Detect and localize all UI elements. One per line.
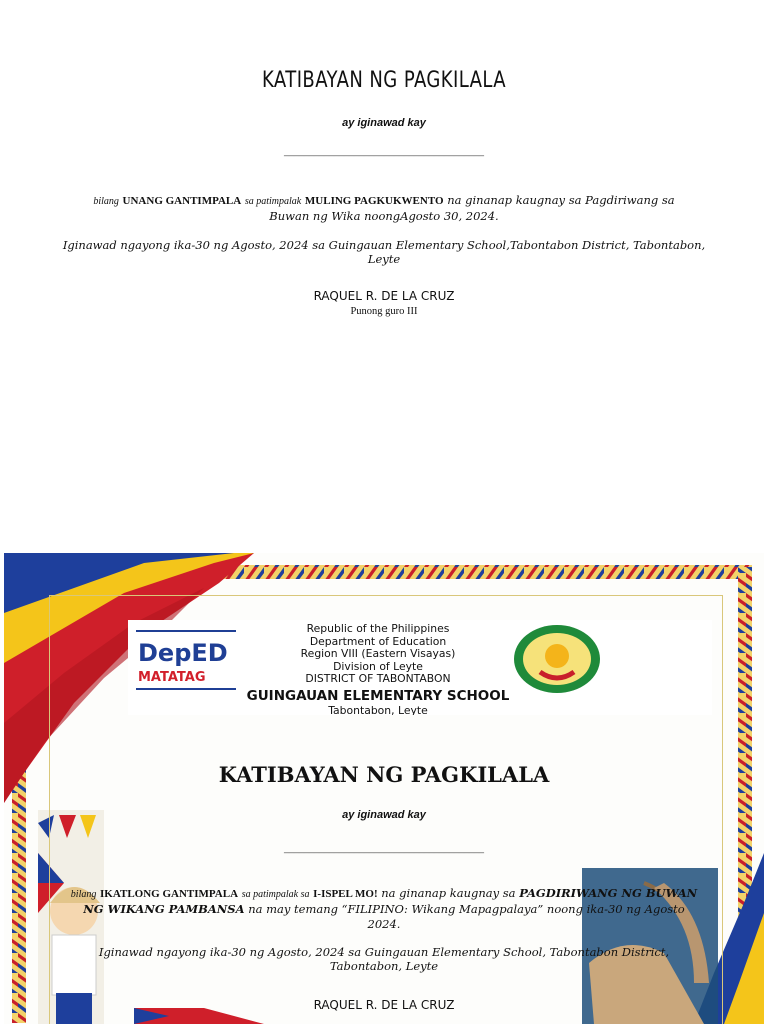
- header-department: Department of Education: [309, 635, 447, 648]
- awarded-to-text-2: ay iginawad kay: [342, 809, 426, 821]
- recipient-name-line: ________________________________________: [284, 146, 484, 157]
- award-rank: UNANG GANTIMPALA: [122, 195, 242, 207]
- signatory-position: Punong guro III: [350, 306, 418, 317]
- award-mid2-2: na ginanap kaugnay sa: [381, 886, 516, 900]
- deped-logo-text: DepED: [138, 639, 228, 667]
- award-rank-2: IKATLONG GANTIMPALA: [100, 888, 239, 900]
- event-name-2: PAGDIRIWANG NG BUWAN NG WIKANG PAMBANSA: [83, 886, 698, 916]
- school-location: Tabontabon, Leyte: [328, 704, 428, 715]
- recipient-name-line-2: ________________________________________: [284, 843, 484, 854]
- given-statement-2: Iginawad ngayong ika-30 ng Agosto, 2024 sa Guingauan Elementary School, Tabontabon District, Tabontabon, Leyte: [98, 945, 670, 973]
- school-seal-icon: [512, 622, 602, 696]
- certificate-header: [128, 620, 712, 715]
- award-rest: na ginanap kaugnay sa Pagdiriwang sa Buwan ng Wika noongAgosto 30, 2024.: [269, 193, 675, 223]
- award-description-2: [4, 886, 764, 932]
- header-region: Region VIII (Eastern Visayas): [300, 647, 456, 660]
- award-mid-2: sa patimpalak sa: [241, 889, 310, 900]
- header-republic: Republic of the Philippines: [306, 622, 450, 635]
- header-division: Division of Leyte: [333, 660, 423, 673]
- award-rest-2: na may temang “FILIPINO: Wikang Mapagpalaya” noong ika-30 ng Agosto 2024.: [248, 902, 685, 931]
- given-statement: Iginawad ngayong ika-30 ng Agosto, 2024 sa Guingauan Elementary School,Tabontabon District, Tabontabon, Leyte: [62, 238, 706, 266]
- contest-name-2: I-ISPEL MO!: [313, 888, 378, 900]
- signatory-name: RAQUEL R. DE LA CRUZ: [313, 289, 455, 303]
- certificate-title: KATIBAYAN NG PAGKILALA: [261, 68, 507, 93]
- award-mid: sa patimpalak: [244, 196, 302, 207]
- award-pre-2: bilang: [70, 889, 97, 900]
- contest-name: MULING PAGKUKWENTO: [304, 195, 444, 207]
- certificate-page-2: [4, 553, 764, 1024]
- header-district: DISTRICT OF TABONTABON: [305, 672, 451, 685]
- school-name: GUINGAUAN ELEMENTARY SCHOOL: [246, 688, 510, 704]
- certificate-title-2: KATIBAYAN NG PAGKILALA: [218, 762, 550, 787]
- matatag-logo-text: MATATAG: [138, 670, 206, 685]
- signatory-name-2: RAQUEL R. DE LA CRUZ: [313, 998, 455, 1012]
- award-description: [0, 193, 768, 224]
- awarded-to-text: ay iginawad kay: [342, 117, 426, 129]
- award-pre: bilang: [93, 196, 119, 207]
